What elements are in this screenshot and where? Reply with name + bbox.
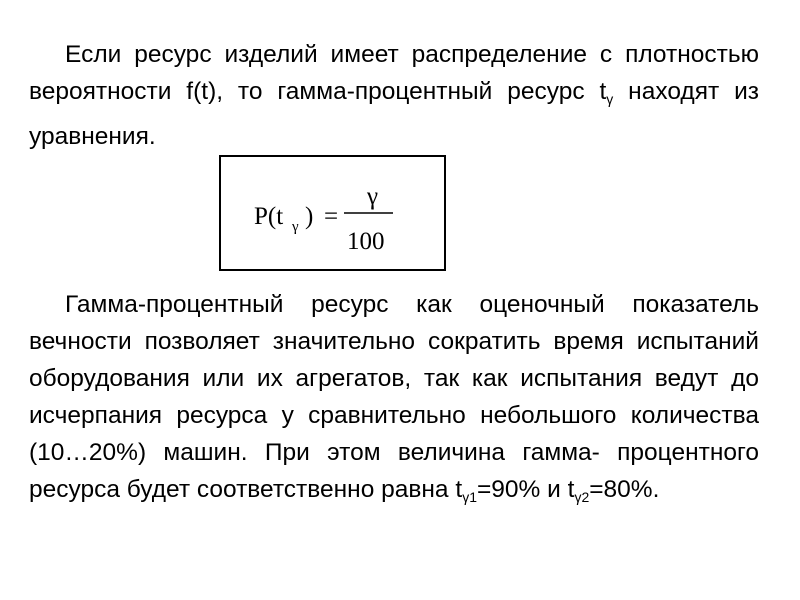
paragraph-intro-text-end: находят из уравнения. — [29, 78, 759, 150]
formula-box — [219, 155, 446, 271]
paragraph-main-text-end: =80%. — [589, 476, 660, 503]
formula-lhs-close: ) — [305, 203, 314, 230]
gamma2-subscript: γ2 — [574, 489, 590, 505]
paragraph-intro — [29, 36, 759, 155]
paragraph-main-text-mid: =90% и t — [476, 476, 575, 503]
formula-lhs-subscript: γ — [292, 219, 299, 235]
gamma1-subscript: γ1 — [462, 489, 477, 505]
formula — [221, 157, 444, 269]
formula-lhs: P(t — [254, 203, 284, 230]
formula-equals: = — [324, 203, 339, 230]
gamma-subscript: γ — [606, 91, 614, 107]
paragraph-intro-text: Если ресурс изделий имеет распределение с плотностью вероятности f(t), то гамма-процентный ресурс t — [29, 41, 759, 105]
formula-denominator: 100 — [347, 228, 385, 255]
paragraph-main-text: Гамма-процентный ресурс как оценочный показатель вечности позволяет значительно сократить время испытаний оборудования или их агрегатов, так как испытания ведут до исчерпания ресурса у сравнительно небольшого количества (10…20%) машин. При этом величина гамма- процентного ресурса будет соответственно равна t — [29, 291, 759, 503]
formula-numerator: γ — [367, 183, 379, 210]
paragraph-main — [29, 286, 759, 516]
